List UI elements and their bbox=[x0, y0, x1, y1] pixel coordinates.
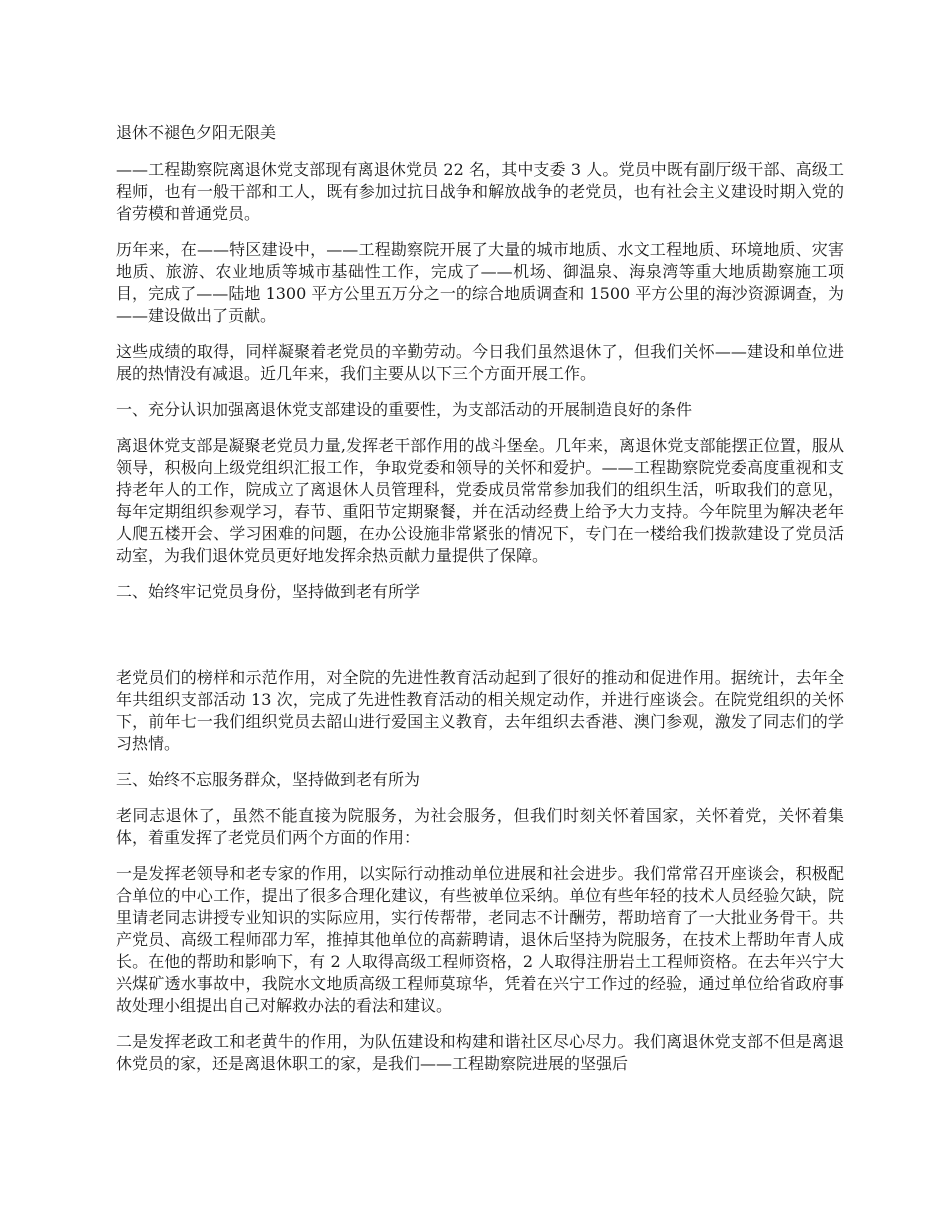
paragraph: 离退休党支部是凝聚老党员力量,发挥老干部作用的战斗堡垒。几年来，离退休党支部能摆正位置，服从领导，积极向上级党组织汇报工作，争取党委和领导的关怀和爱护。——工程勘察院党委高度重视和支持老年人的工作，院成立了离退休人员管理科，党委成员常常参加我们的组织生活，听取我们的意见，每年定期组织参观学习，春节、重阳节定期聚餐，并在活动经费上给予大力支持。今年院里为解决老年人爬五楼开会、学习困难的问题，在办公设施非常紧张的情况下，专门在一楼给我们拨款建设了党员活动室，为我们退休党员更好地发挥余热贡献力量提供了保障。 bbox=[116, 436, 844, 565]
paragraph: 历年来，在——特区建设中，——工程勘察院开展了大量的城市地质、水文工程地质、环境地质、灾害地质、旅游、农业地质等城市基础性工作，完成了——机场、御温泉、海泉湾等重大地质勘察施工项目，完成了——陆地 1300 平方公里五万分之一的综合地质调查和 1500 平方公里的海沙资源调查，为——建设做出了贡献。 bbox=[116, 240, 844, 325]
paragraph: 老同志退休了，虽然不能直接为院服务，为社会服务，但我们时刻关怀着国家，关怀着党，关怀着集体，着重发挥了老党员们两个方面的作用： bbox=[116, 806, 844, 847]
section-heading-3: 三、始终不忘服务群众，坚持做到老有所为 bbox=[116, 770, 421, 789]
blank-gap bbox=[116, 617, 844, 667]
section-heading-2: 二、始终牢记党员身份，坚持做到老有所学 bbox=[116, 582, 421, 601]
document-title: 退休不褪色夕阳无限美 bbox=[116, 123, 277, 142]
paragraph: 一是发挥老领导和老专家的作用，以实际行动推动单位进展和社会进步。我们常常召开座谈会，积极配合单位的中心工作，提出了很多合理化建议，有些被单位采纳。单位有些年轻的技术人员经验欠缺，院里请老同志讲授专业知识的实际应用，实行传帮带，老同志不计酬劳，帮助培育了一大批业务骨干。共产党员、高级工程师邵力军，推掉其他单位的高薪聘请，退休后坚持为院服务，在技术上帮助年青人成长。在他的帮助和影响下，有 2 人取得高级工程师资格，2 人取得注册岩土工程师资格。在去年兴宁大兴煤矿透水事故中，我院水文地质高级工程师莫琼华，凭着在兴宁工作过的经验，通过单位给省政府事故处理小组提出自己对解救办法的看法和建议。 bbox=[116, 864, 844, 1015]
paragraph: ——工程勘察院离退休党支部现有离退休党员 22 名，其中支委 3 人。党员中既有副厅级干部、高级工程师，也有一般干部和工人，既有参加过抗日战争和解放战争的老党员，也有社会主义建设时期入党的省劳模和普通党员。 bbox=[116, 160, 844, 223]
section-heading-1: 一、充分认识加强离退休党支部建设的重要性，为支部活动的开展制造良好的条件 bbox=[116, 400, 693, 419]
paragraph: 这些成绩的取得，同样凝聚着老党员的辛勤劳动。今日我们虽然退休了，但我们关怀——建设和单位进展的热情没有减退。近几年来，我们主要从以下三个方面开展工作。 bbox=[116, 342, 844, 383]
paragraph: 二是发挥老政工和老黄牛的作用，为队伍建设和构建和谐社区尽心尽力。我们离退休党支部不但是离退休党员的家，还是离退休职工的家，是我们——工程勘察院进展的坚强后 bbox=[116, 1032, 844, 1073]
paragraph: 老党员们的榜样和示范作用，对全院的先进性教育活动起到了很好的推动和促进作用。据统计，去年全年共组织支部活动 13 次，完成了先进性教育活动的相关规定动作，并进行座谈会。在院党组织的关怀下，前年七一我们组织党员去韶山进行爱国主义教育，去年组织去香港、澳门参观，激发了同志们的学习热情。 bbox=[116, 668, 844, 753]
document-page bbox=[116, 122, 844, 1089]
